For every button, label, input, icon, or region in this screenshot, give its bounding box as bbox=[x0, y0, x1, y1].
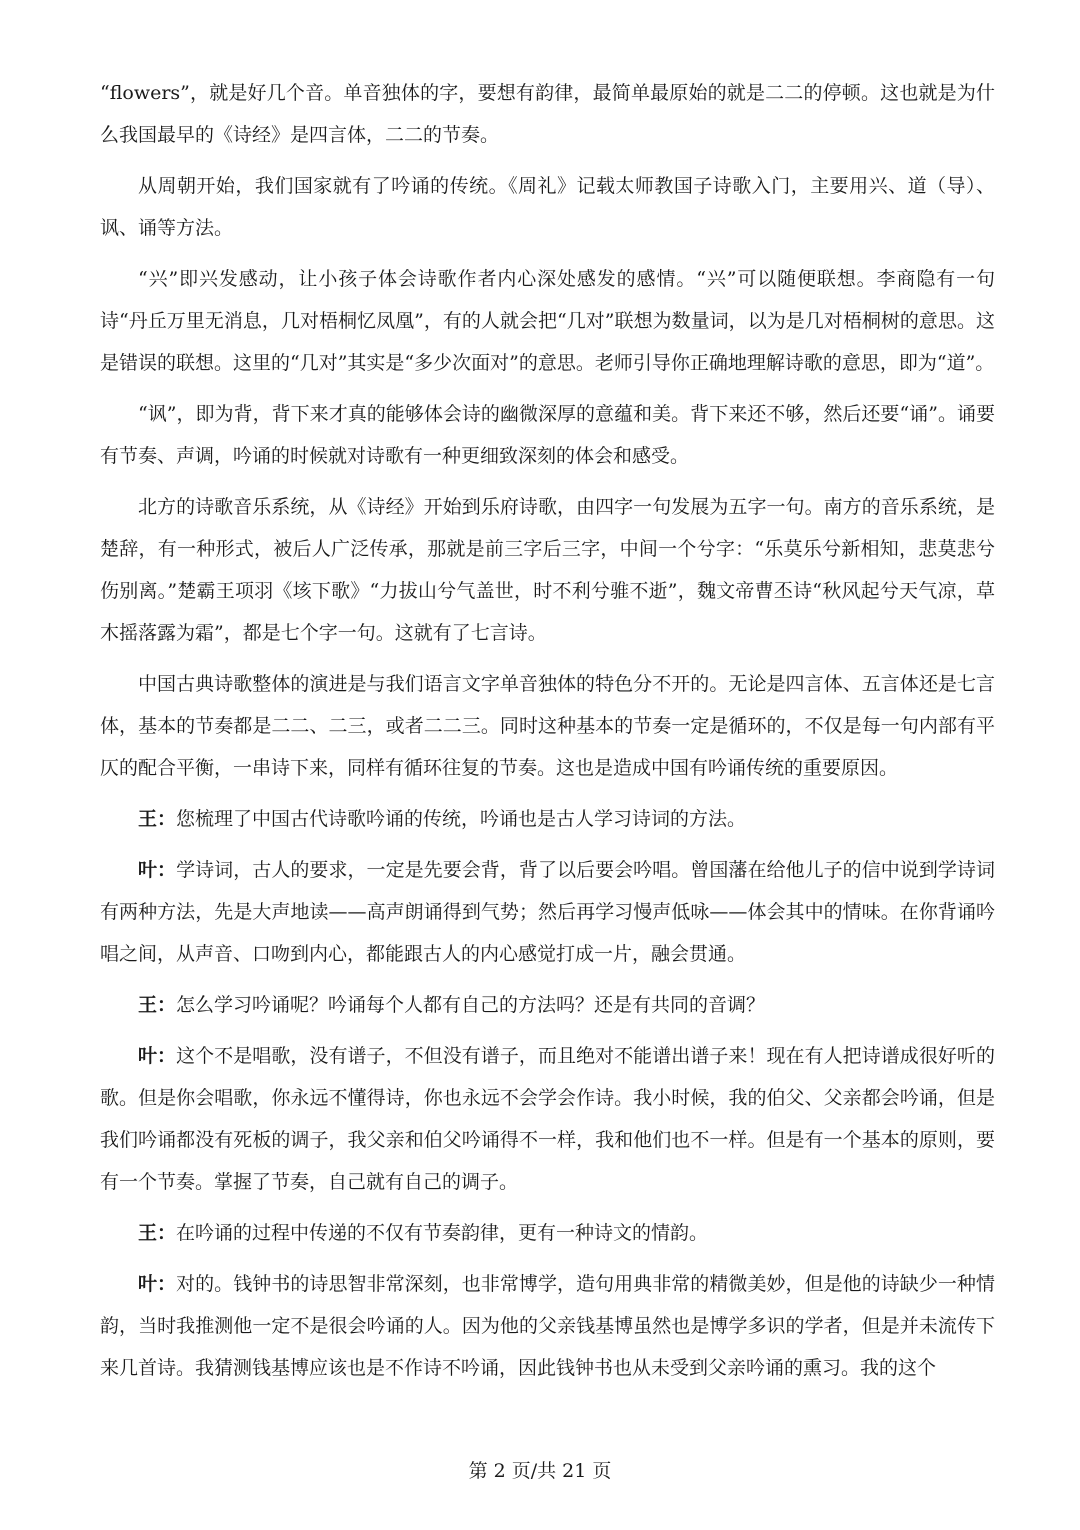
paragraph-6 bbox=[100, 663, 995, 789]
paragraph-1 bbox=[100, 72, 995, 156]
paragraph-text: 您梳理了中国古代诗歌吟诵的传统，吟诵也是古人学习诗词的方法。 bbox=[176, 808, 747, 830]
paragraph-text: 学诗词，古人的要求，一定是先要会背，背了以后要会吟唱。曾国藩在给他儿子的信中说到学诗词有两种方法，先是大声地读——高声朗诵得到气势；然后再学习慢声低咏——体会其中的情味。在你背诵吟唱之间，从声音、口吻到内心，都能跟古人的内心感觉打成一片，融会贯通。 bbox=[100, 859, 995, 965]
paragraph-text: “讽”，即为背，背下来才真的能够体会诗的幽微深厚的意蕴和美。背下来还不够，然后还要“诵”。诵要有节奏、声调，吟诵的时候就对诗歌有一种更细致深刻的体会和感受。 bbox=[100, 403, 995, 467]
page-number-footer bbox=[0, 1458, 1080, 1484]
speaker-label: 叶： bbox=[138, 859, 177, 881]
paragraph-2 bbox=[100, 165, 995, 249]
paragraph-text: 在吟诵的过程中传递的不仅有节奏韵律，更有一种诗文的情韵。 bbox=[176, 1222, 709, 1244]
paragraph-text: 这个不是唱歌，没有谱子，不但没有谱子，而且绝对不能谱出谱子来！现在有人把诗谱成很好听的歌。但是你会唱歌，你永远不懂得诗，你也永远不会学会作诗。我小时候，我的伯父、父亲都会吟诵，但是我们吟诵都没有死板的调子，我父亲和伯父吟诵得不一样，我和他们也不一样。但是有一个基本的原则，要有一个节奏。掌握了节奏，自己就有自己的调子。 bbox=[100, 1045, 995, 1193]
dialogue-ye-2 bbox=[100, 1035, 995, 1203]
dialogue-wang-1 bbox=[100, 798, 995, 840]
dialogue-ye-3 bbox=[100, 1263, 995, 1389]
paragraph-5 bbox=[100, 486, 995, 654]
document-page bbox=[100, 72, 995, 1398]
paragraph-text: 北方的诗歌音乐系统，从《诗经》开始到乐府诗歌，由四字一句发展为五字一句。南方的音乐系统，是楚辞，有一种形式，被后人广泛传承，那就是前三字后三字，中间一个兮字：“乐莫乐兮新相知，悲莫悲兮伤别离。”楚霸王项羽《垓下歌》“力拔山兮气盖世，时不利兮骓不逝”，魏文帝曹丕诗“秋风起兮天气凉，草木摇落露为霜”，都是七个字一句。这就有了七言诗。 bbox=[100, 496, 995, 644]
paragraph-text: 对的。钱钟书的诗思智非常深刻，也非常博学，造句用典非常的精微美妙，但是他的诗缺少一种情韵，当时我推测他一定不是很会吟诵的人。因为他的父亲钱基博虽然也是博学多识的学者，但是并未流传下来几首诗。我猜测钱基博应该也是不作诗不吟诵，因此钱钟书也从未受到父亲吟诵的熏习。我的这个 bbox=[100, 1273, 995, 1379]
paragraph-3 bbox=[100, 258, 995, 384]
speaker-label: 叶： bbox=[138, 1273, 177, 1295]
speaker-label: 王： bbox=[138, 994, 177, 1016]
speaker-label: 叶： bbox=[138, 1045, 177, 1067]
paragraph-text: 怎么学习吟诵呢？吟诵每个人都有自己的方法吗？还是有共同的音调？ bbox=[176, 994, 766, 1016]
paragraph-text: “flowers”，就是好几个音。单音独体的字，要想有韵律，最简单最原始的就是二二的停顿。这也就是为什么我国最早的《诗经》是四言体，二二的节奏。 bbox=[100, 82, 995, 146]
paragraph-4 bbox=[100, 393, 995, 477]
paragraph-text: “兴”即兴发感动，让小孩子体会诗歌作者内心深处感发的感情。“兴”可以随便联想。李商隐有一句诗“丹丘万里无消息，几对梧桐忆凤凰”，有的人就会把“几对”联想为数量词，以为是几对梧桐树的意思。这是错误的联想。这里的“几对”其实是“多少次面对”的意思。老师引导你正确地理解诗歌的意思，即为“道”。 bbox=[100, 268, 995, 374]
speaker-label: 王： bbox=[138, 808, 177, 830]
dialogue-wang-2 bbox=[100, 984, 995, 1026]
paragraph-text: 中国古典诗歌整体的演进是与我们语言文字单音独体的特色分不开的。无论是四言体、五言体还是七言体，基本的节奏都是二二、二三，或者二二三。同时这种基本的节奏一定是循环的，不仅是每一句内部有平仄的配合平衡，一串诗下来，同样有循环往复的节奏。这也是造成中国有吟诵传统的重要原因。 bbox=[100, 673, 995, 779]
speaker-label: 王： bbox=[138, 1222, 177, 1244]
paragraph-text: 从周朝开始，我们国家就有了吟诵的传统。《周礼》记载太师教国子诗歌入门，主要用兴、道（导）、讽、诵等方法。 bbox=[100, 175, 995, 239]
dialogue-wang-3 bbox=[100, 1212, 995, 1254]
page-number-label: 第 2 页/共 21 页 bbox=[468, 1460, 612, 1482]
dialogue-ye-1 bbox=[100, 849, 995, 975]
